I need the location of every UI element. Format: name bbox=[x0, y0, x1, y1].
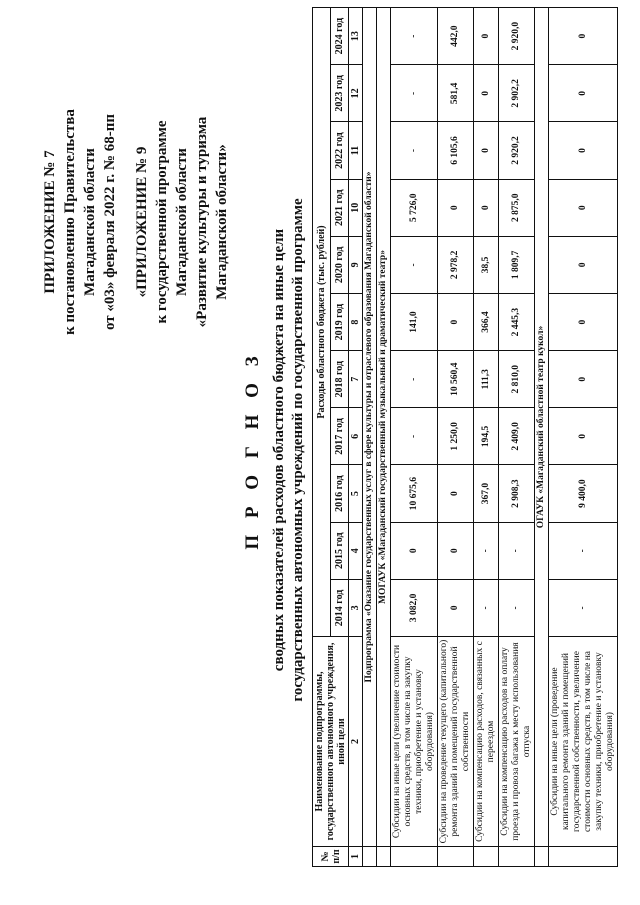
expense-value: 442,0 bbox=[438, 8, 474, 65]
column-number: 6 bbox=[349, 408, 363, 465]
expense-value: - bbox=[391, 65, 438, 122]
appendix-title: «ПРИЛОЖЕНИЕ № 9 bbox=[134, 146, 150, 298]
expense-item-name: Субсидии на компенсацию расходов на оплату проезда и провоза багажа к месту использования отпуска bbox=[499, 637, 535, 847]
appendix-text: к государственной программе bbox=[154, 120, 170, 324]
forecast-table bbox=[312, 7, 618, 867]
expense-value: 6 105,6 bbox=[438, 122, 474, 179]
appendix-text: Магаданской области» bbox=[214, 144, 230, 300]
expense-value: 1 809,7 bbox=[499, 236, 535, 293]
table-row bbox=[499, 8, 535, 867]
document-heading bbox=[242, 90, 308, 810]
expense-value: 0 bbox=[474, 65, 499, 122]
appendix-title: ПРИЛОЖЕНИЕ № 7 bbox=[42, 150, 58, 294]
column-number: 4 bbox=[349, 522, 363, 579]
column-number: 7 bbox=[349, 351, 363, 408]
expense-value: 141,0 bbox=[391, 293, 438, 350]
year-header: 2024 год bbox=[331, 8, 349, 65]
expense-value: - bbox=[391, 8, 438, 65]
expense-value: 38,5 bbox=[474, 236, 499, 293]
expense-value: - bbox=[391, 122, 438, 179]
appendix-text: Магаданской области bbox=[174, 148, 190, 296]
year-header: 2020 год bbox=[331, 236, 349, 293]
expense-item-name: Субсидии на иные цели (увеличение стоимости основных средств, в том числе на закупку техники, приобретение и установку оборудования) bbox=[391, 637, 438, 847]
expense-value: - bbox=[474, 522, 499, 579]
table-cell bbox=[391, 847, 438, 867]
expense-value: 0 bbox=[474, 122, 499, 179]
table-cell bbox=[438, 847, 474, 867]
spacer bbox=[120, 37, 132, 407]
institution-row bbox=[377, 8, 391, 867]
subprogram-row bbox=[363, 8, 377, 867]
year-header: 2019 год bbox=[331, 293, 349, 350]
institution-name: ОГАУК «Магаданский областной театр кукол» bbox=[535, 8, 549, 847]
expense-value: 3 082,0 bbox=[391, 579, 438, 636]
year-header: 2022 год bbox=[331, 122, 349, 179]
column-number: 9 bbox=[349, 236, 363, 293]
expense-value: 367,0 bbox=[474, 465, 499, 522]
expense-value: - bbox=[391, 408, 438, 465]
column-number: 5 bbox=[349, 465, 363, 522]
expense-value: 2 409,0 bbox=[499, 408, 535, 465]
expense-value: 0 bbox=[438, 293, 474, 350]
year-header: 2014 год bbox=[331, 579, 349, 636]
column-number: 1 bbox=[349, 847, 363, 867]
expense-value: 0 bbox=[549, 8, 618, 65]
subprogram-title: Подпрограмма «Оказание государственных услуг в сфере культуры и отраслевого образования Магаданской области» bbox=[363, 8, 377, 847]
table-cell bbox=[377, 847, 391, 867]
expense-value: - bbox=[499, 579, 535, 636]
column-number: 12 bbox=[349, 65, 363, 122]
expense-value: 2 875,0 bbox=[499, 179, 535, 236]
table-row bbox=[549, 8, 618, 867]
year-header: 2018 год bbox=[331, 351, 349, 408]
expense-value: 0 bbox=[549, 351, 618, 408]
expense-value: 0 bbox=[549, 293, 618, 350]
document-title: П Р О Г Н О З bbox=[242, 350, 263, 550]
expense-value: 0 bbox=[549, 179, 618, 236]
expense-value: 10 675,6 bbox=[391, 465, 438, 522]
year-header: 2016 год bbox=[331, 465, 349, 522]
column-number: 8 bbox=[349, 293, 363, 350]
table-row bbox=[391, 8, 438, 867]
expense-value: 0 bbox=[438, 179, 474, 236]
column-header-expenses: Расходы областного бюджета (тыс. рублей) bbox=[313, 8, 331, 637]
expense-value: 0 bbox=[438, 579, 474, 636]
column-number: 3 bbox=[349, 579, 363, 636]
expense-value: 2 908,3 bbox=[499, 465, 535, 522]
appendix-text: «Развитие культуры и туризма bbox=[194, 116, 210, 328]
expense-value: 0 bbox=[438, 465, 474, 522]
year-header: 2017 год bbox=[331, 408, 349, 465]
appendix-text: Магаданской области bbox=[82, 148, 98, 296]
document-subtitle: государственных автономных учреждений по государственной программе bbox=[290, 198, 306, 702]
expense-value: 5 726,0 bbox=[391, 179, 438, 236]
expense-value: 2 920,0 bbox=[499, 8, 535, 65]
column-number: 2 bbox=[349, 637, 363, 847]
expense-value: 9 400,0 bbox=[549, 465, 618, 522]
expense-value: - bbox=[499, 522, 535, 579]
expense-value: - bbox=[549, 579, 618, 636]
table-cell bbox=[474, 847, 499, 867]
column-header-name: Наименование подпрограммы, государственного автономного учреждения, иной цели bbox=[313, 637, 349, 847]
expense-value: 1 250,0 bbox=[438, 408, 474, 465]
expense-value: - bbox=[474, 579, 499, 636]
column-number: 10 bbox=[349, 179, 363, 236]
expense-value: 2 920,2 bbox=[499, 122, 535, 179]
expense-value: 0 bbox=[549, 408, 618, 465]
expense-value: 0 bbox=[474, 8, 499, 65]
column-number-row bbox=[349, 8, 363, 867]
expense-value: - bbox=[391, 351, 438, 408]
table-row bbox=[474, 8, 499, 867]
expense-value: 0 bbox=[391, 522, 438, 579]
institution-name: МОГАУК «Магаданский государственный музыкальный и драматический театр» bbox=[377, 8, 391, 847]
table-cell bbox=[499, 847, 535, 867]
year-header: 2021 год bbox=[331, 179, 349, 236]
expense-value: 0 bbox=[438, 522, 474, 579]
expense-value: 2 445,3 bbox=[499, 293, 535, 350]
appendix-header bbox=[40, 37, 232, 407]
expense-value: 111,3 bbox=[474, 351, 499, 408]
table-row bbox=[438, 8, 474, 867]
institution-row bbox=[535, 8, 549, 867]
column-header-number: № п/п bbox=[313, 847, 349, 867]
year-header: 2023 год bbox=[331, 65, 349, 122]
column-number: 11 bbox=[349, 122, 363, 179]
expense-item-name: Субсидии на проведение текущего (капитального) ремонта зданий и помещений государственной собственности bbox=[438, 637, 474, 847]
expense-value: 0 bbox=[549, 122, 618, 179]
expense-value: 0 bbox=[549, 236, 618, 293]
expense-value: - bbox=[391, 236, 438, 293]
table-cell bbox=[535, 847, 549, 867]
expense-value: 2 978,2 bbox=[438, 236, 474, 293]
expense-value: 366,4 bbox=[474, 293, 499, 350]
expense-value: 194,5 bbox=[474, 408, 499, 465]
table-cell bbox=[549, 847, 618, 867]
table-cell bbox=[363, 847, 377, 867]
table-body bbox=[363, 8, 618, 867]
expense-value: 0 bbox=[474, 179, 499, 236]
expense-value: 10 560,4 bbox=[438, 351, 474, 408]
column-number: 13 bbox=[349, 8, 363, 65]
expense-value: 2 902,2 bbox=[499, 65, 535, 122]
expense-value: 2 810,0 bbox=[499, 351, 535, 408]
appendix-date: от «03» февраля 2022 г. № 68-пп bbox=[102, 113, 118, 331]
expense-value: 581,4 bbox=[438, 65, 474, 122]
expense-value: 0 bbox=[549, 65, 618, 122]
document-subtitle: сводных показателей расходов областного бюджета на иные цели bbox=[271, 228, 287, 672]
expense-value: - bbox=[549, 522, 618, 579]
appendix-text: к постановлению Правительства bbox=[62, 109, 78, 335]
year-header: 2015 год bbox=[331, 522, 349, 579]
expense-item-name: Субсидии на компенсацию расходов, связанных с переездом bbox=[474, 637, 499, 847]
expense-item-name: Субсидии на иные цели (проведение капитального ремонта зданий и помещений государственной собственности, увеличение стоимости основных средств, в том числе на закупку техники, приобретение и установку оборудования) bbox=[549, 637, 618, 847]
